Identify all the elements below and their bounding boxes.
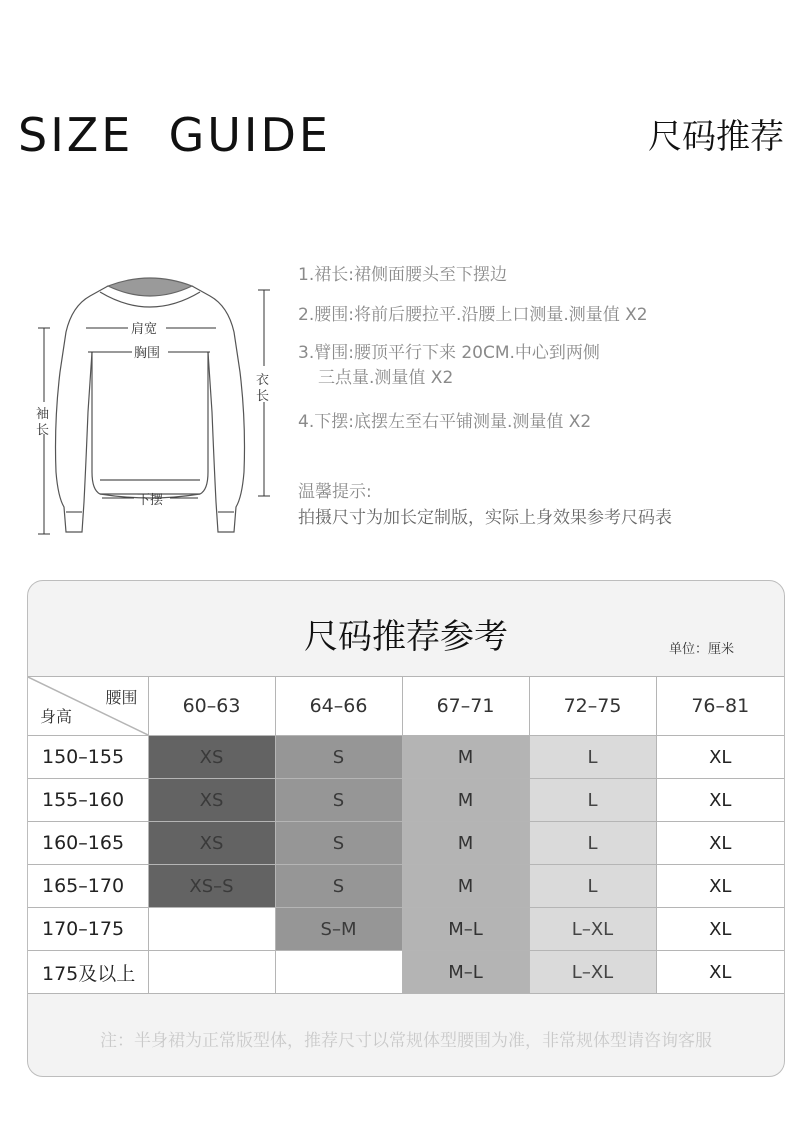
size-cell: XL [656,951,784,994]
sleeve-label-2: 长 [36,423,50,438]
size-cell: M [402,865,529,908]
table-row [28,736,784,779]
col-header: 67–71 [402,677,529,736]
table-row [28,822,784,865]
col-header: 72–75 [529,677,656,736]
size-cell: M–L [402,951,529,994]
size-cell: S [275,736,402,779]
page-title-cn: 尺码推荐 [648,117,784,157]
table-row [28,865,784,908]
note-arm: 3.臂围:腰顶平行下来 20CM.中心到两侧 [298,343,600,363]
tips-text: 拍摄尺寸为加长定制版，实际上身效果参考尺码表 [298,508,672,528]
note-skirt-length: 1.裙长:裙侧面腰头至下摆边 [298,265,507,285]
size-cell: L–XL [529,908,656,951]
corner-cell [28,677,148,736]
size-cell: XS [148,736,275,779]
size-cell: S [275,822,402,865]
shoulder-label: 肩宽 [131,322,158,337]
col-header: 60–63 [148,677,275,736]
note-waist: 2.腰围:将前后腰拉平.沿腰上口测量.测量值 X2 [298,305,648,325]
size-cell: L [529,865,656,908]
size-cell: L [529,822,656,865]
size-cell: XS [148,779,275,822]
size-cell: M–L [402,908,529,951]
size-cell: XS–S [148,865,275,908]
waist-axis-label: 腰围 [105,688,138,707]
row-height-label: 155–160 [28,779,148,822]
table-row [28,908,784,951]
table-row [28,779,784,822]
hem-label: 下摆 [137,493,164,508]
size-chart-panel [27,580,785,1077]
size-chart-footnote: 注：半身裙为正常版型体，推荐尺寸以常规体型腰围为准，非常规体型请咨询客服 [100,1031,712,1051]
table-row [28,951,784,994]
size-cell: M [402,779,529,822]
size-cell: S [275,865,402,908]
row-height-label: 175及以上 [28,951,148,994]
size-cell: XL [656,736,784,779]
col-header: 64–66 [275,677,402,736]
size-cell: XL [656,865,784,908]
header-row [28,677,784,736]
chest-label: 胸围 [134,346,161,361]
note-arm-cont: 三点量.测量值 X2 [318,368,454,388]
unit-label: 单位：厘米 [668,642,734,657]
size-cell: XS [148,822,275,865]
size-cell-empty [148,908,275,951]
sweater-outline-icon [20,262,280,552]
size-chart-table [28,676,784,994]
sweater-measurement-diagram [20,262,280,552]
sleeve-label-1: 袖 [36,407,50,422]
row-height-label: 170–175 [28,908,148,951]
note-hem: 4.下摆:底摆左至右平铺测量.测量值 X2 [298,412,592,432]
size-cell-empty [275,951,402,994]
size-cell: M [402,736,529,779]
size-cell: S–M [275,908,402,951]
height-axis-label: 身高 [40,707,73,726]
row-height-label: 150–155 [28,736,148,779]
size-cell: L [529,779,656,822]
size-cell: S [275,779,402,822]
size-cell: L–XL [529,951,656,994]
length-label-2: 长 [256,389,270,404]
size-chart-title: 尺码推荐参考 [304,617,508,657]
length-label-1: 衣 [256,373,270,388]
size-cell: XL [656,822,784,865]
tips-title: 温馨提示: [298,482,372,502]
size-cell-empty [148,951,275,994]
row-height-label: 165–170 [28,865,148,908]
size-cell: M [402,822,529,865]
page-title-en: SIZE GUIDE [18,108,331,162]
size-cell: L [529,736,656,779]
size-cell: XL [656,908,784,951]
size-cell: XL [656,779,784,822]
row-height-label: 160–165 [28,822,148,865]
col-header: 76–81 [656,677,784,736]
